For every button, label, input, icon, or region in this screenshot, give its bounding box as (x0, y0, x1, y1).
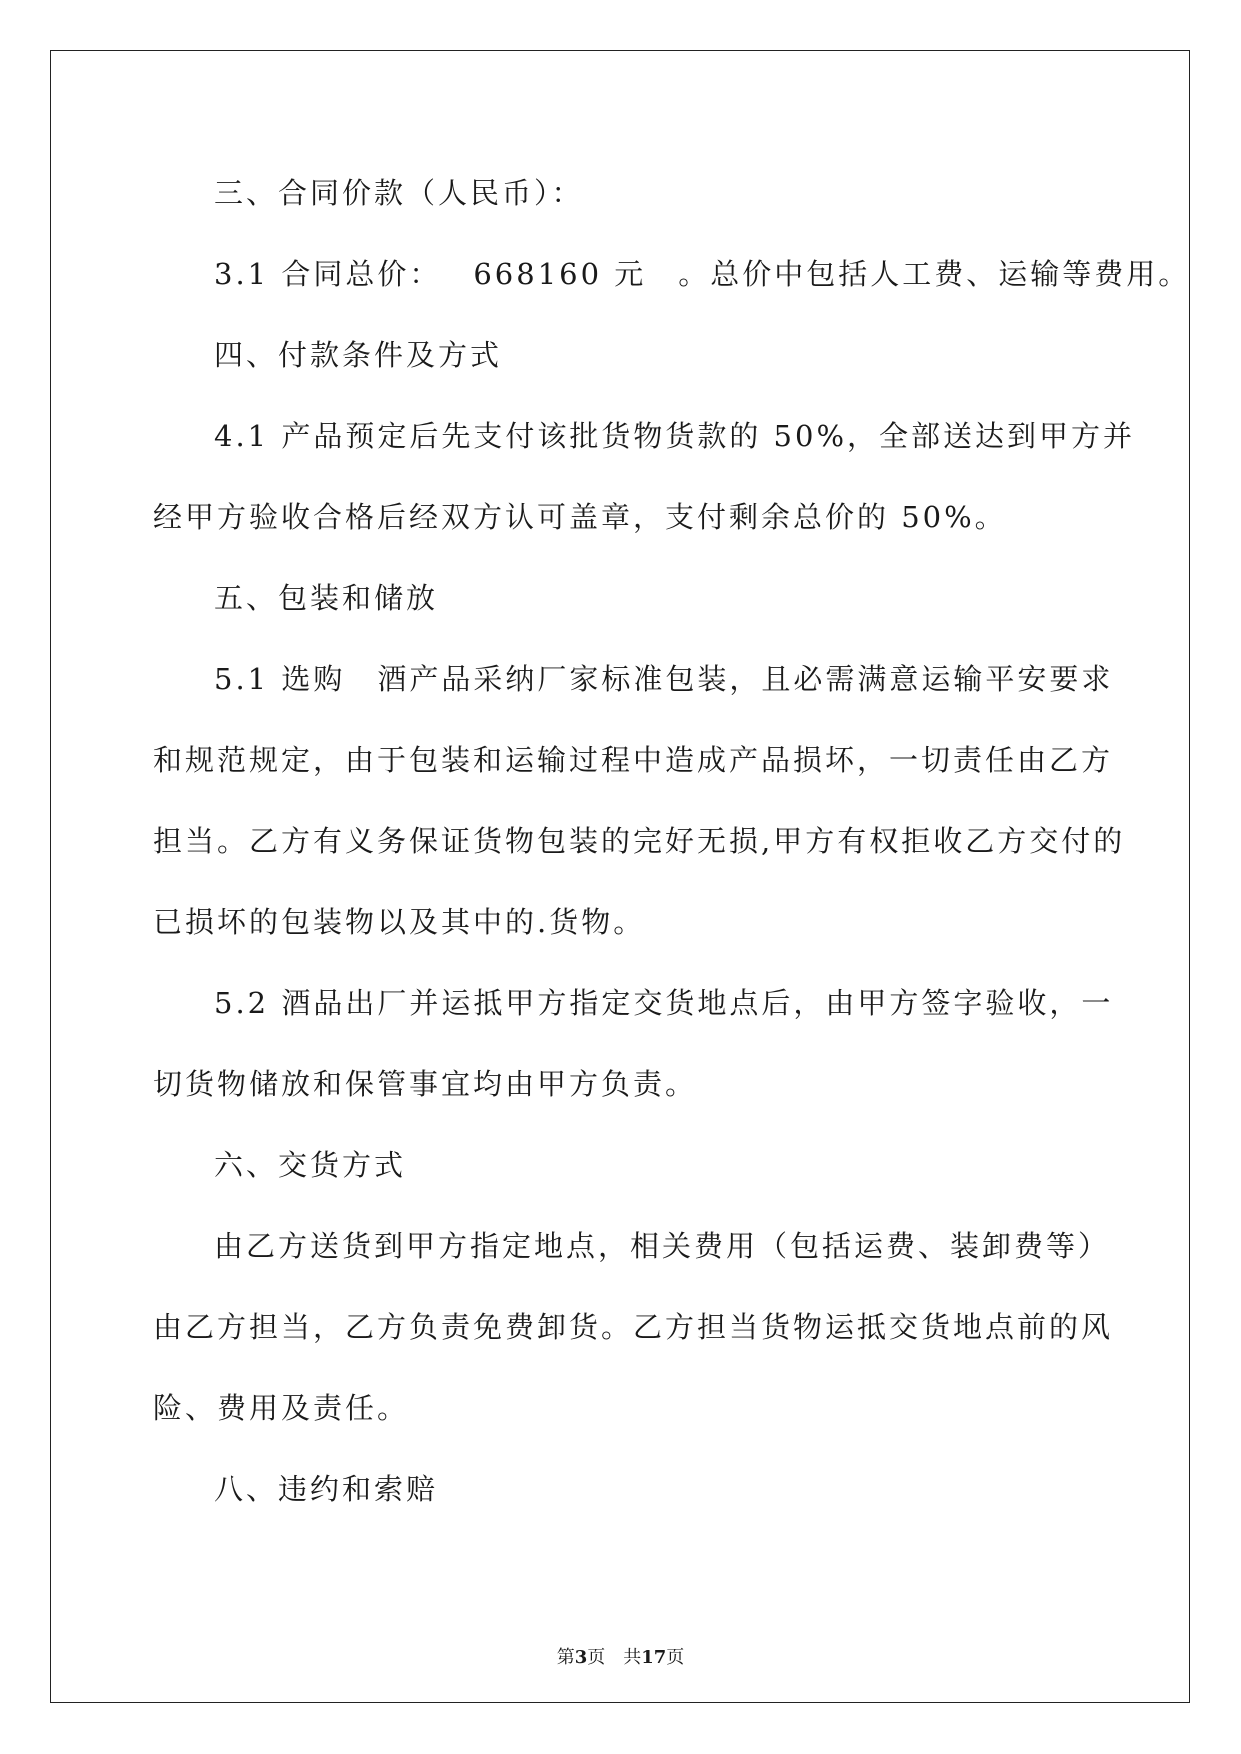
section-heading-breach: 八、违约和索赔 (214, 1472, 439, 1506)
total-label-prefix: 共 (623, 1647, 642, 1668)
page-label-prefix: 第 (556, 1647, 575, 1668)
section-heading-payment: 四、付款条件及方式 (214, 338, 503, 372)
total-label-suffix: 页 (666, 1647, 685, 1668)
clause-5-1-label: 5.1 选购 (214, 662, 346, 696)
total-price-value: 668160 元 (473, 257, 647, 291)
paragraph-line: 4.1 产品预定后先支付该批货物货款的 50%，全部送达到甲方并 (214, 419, 1136, 453)
document-body (153, 153, 1191, 1530)
section-heading-price: 三、合同价款（人民币）： (214, 176, 584, 210)
clause-3-1-tail: 。总价中包括人工费、运输等费用。 (678, 257, 1191, 291)
paragraph-line: 由乙方担当，乙方负责免费卸货。乙方担当货物运抵交货地点前的风 (153, 1310, 1114, 1344)
paragraph-line: 切货物储放和保管事宜均由甲方负责。 (153, 1067, 698, 1101)
page-footer (0, 1643, 1241, 1669)
paragraph-line: 担当。乙方有义务保证货物包装的完好无损,甲方有权拒收乙方交付的 (153, 824, 1126, 858)
paragraph-line: 经甲方验收合格后经双方认可盖章，支付剩余总价的 50%。 (153, 500, 1007, 534)
clause-5-1-text: 酒产品采纳厂家标准包装，且必需满意运输平安要求 (377, 662, 1114, 696)
paragraph-line: 已损坏的包装物以及其中的.货物。 (153, 905, 646, 939)
paragraph-line: 5.2 酒品出厂并运抵甲方指定交货地点后，由甲方签字验收，一 (214, 986, 1114, 1020)
paragraph-line (153, 639, 1114, 720)
paragraph-line: 由乙方送货到甲方指定地点，相关费用（包括运费、装卸费等） (214, 1229, 1111, 1263)
paragraph-line: 和规范规定，由于包装和运输过程中造成产品损坏，一切责任由乙方 (153, 743, 1114, 777)
paragraph-line (153, 234, 1191, 315)
page-number: 3 (574, 1647, 588, 1668)
clause-3-1-label: 3.1 合同总价： (214, 257, 442, 291)
paragraph-line: 险、费用及责任。 (153, 1391, 410, 1425)
page-label-suffix: 页 (587, 1647, 606, 1668)
total-pages: 17 (641, 1647, 667, 1668)
section-heading-packaging: 五、包装和储放 (214, 581, 439, 615)
section-heading-delivery: 六、交货方式 (214, 1148, 407, 1182)
